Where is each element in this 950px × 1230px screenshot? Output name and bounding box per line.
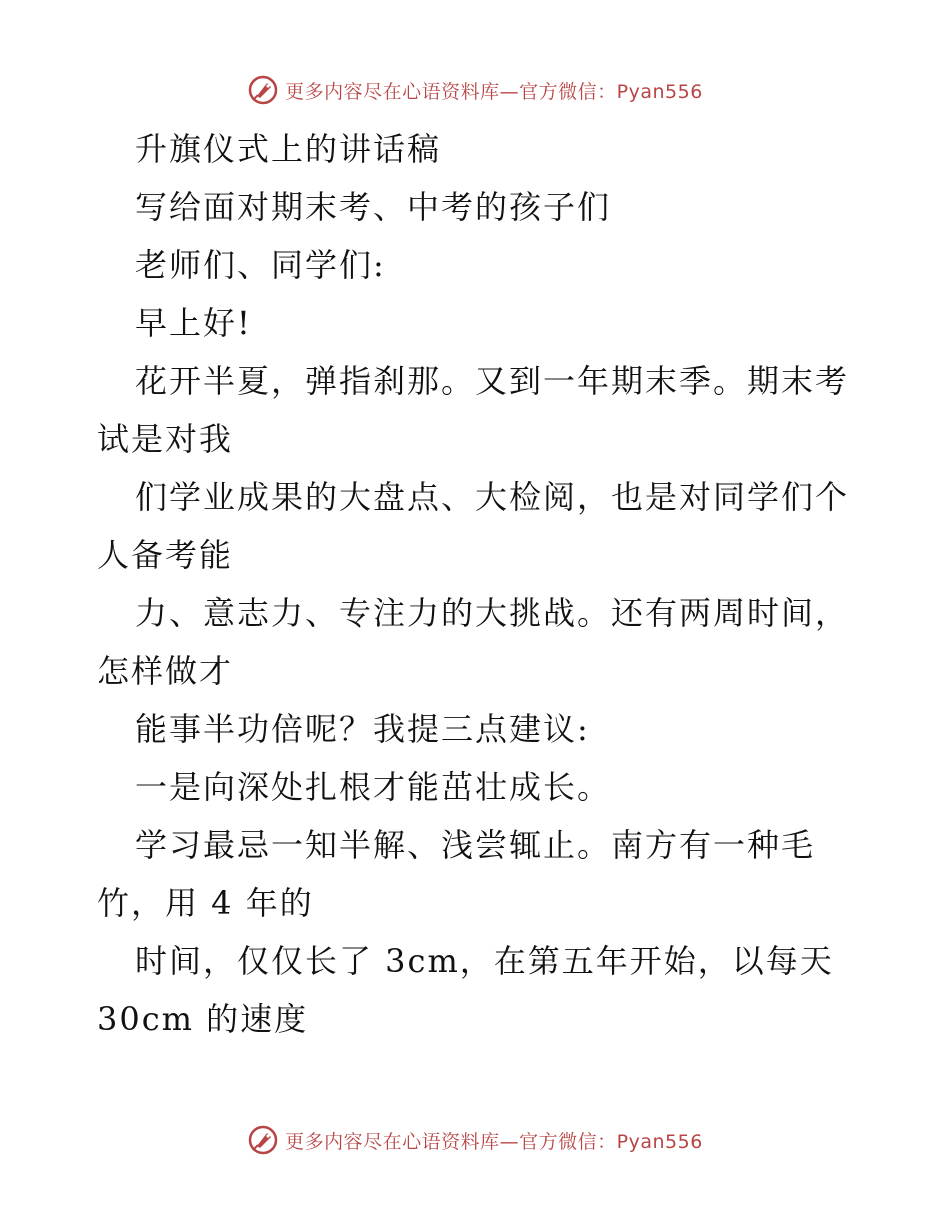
salutation: 老师们、同学们: xyxy=(135,246,386,284)
paragraph-line: 力、意志力、专注力的大挑战。还有两周时间， xyxy=(135,594,850,632)
section-heading: 一是向深处扎根才能茁壮成长。 xyxy=(135,768,612,806)
header-watermark-banner xyxy=(0,70,950,110)
pen-nib-logo-icon xyxy=(247,74,279,106)
speech-subtitle: 写给面对期末考、中考的孩子们 xyxy=(135,188,612,226)
footer-watermark-banner xyxy=(0,1120,950,1160)
paragraph-line: 花开半夏，弹指刹那。又到一年期末季。期末考 xyxy=(135,362,850,400)
greeting: 早上好! xyxy=(135,304,252,342)
paragraph-line: 竹，用 4 年的 xyxy=(97,884,314,922)
paragraph-line: 人备考能 xyxy=(97,536,234,574)
paragraph-line: 能事半功倍呢？我提三点建议: xyxy=(135,710,590,748)
speech-title: 升旗仪式上的讲话稿 xyxy=(135,130,442,168)
paragraph-line: 学习最忌一知半解、浅尝辄止。南方有一种毛 xyxy=(135,826,816,864)
paragraph-line: 们学业成果的大盘点、大检阅，也是对同学们个 xyxy=(135,478,850,516)
paragraph-line: 怎样做才 xyxy=(97,652,234,690)
document-body xyxy=(97,120,857,1048)
paragraph-line: 时间，仅仅长了 3cm，在第五年开始，以每天 xyxy=(135,942,834,980)
paragraph-line: 30cm 的速度 xyxy=(97,1000,309,1038)
header-watermark-text: 更多内容尽在心语资料库—官方微信：Pyan556 xyxy=(285,80,703,103)
paragraph-line: 试是对我 xyxy=(97,420,234,458)
footer-watermark-text: 更多内容尽在心语资料库—官方微信：Pyan556 xyxy=(285,1130,703,1153)
pen-nib-logo-icon xyxy=(247,1124,279,1156)
